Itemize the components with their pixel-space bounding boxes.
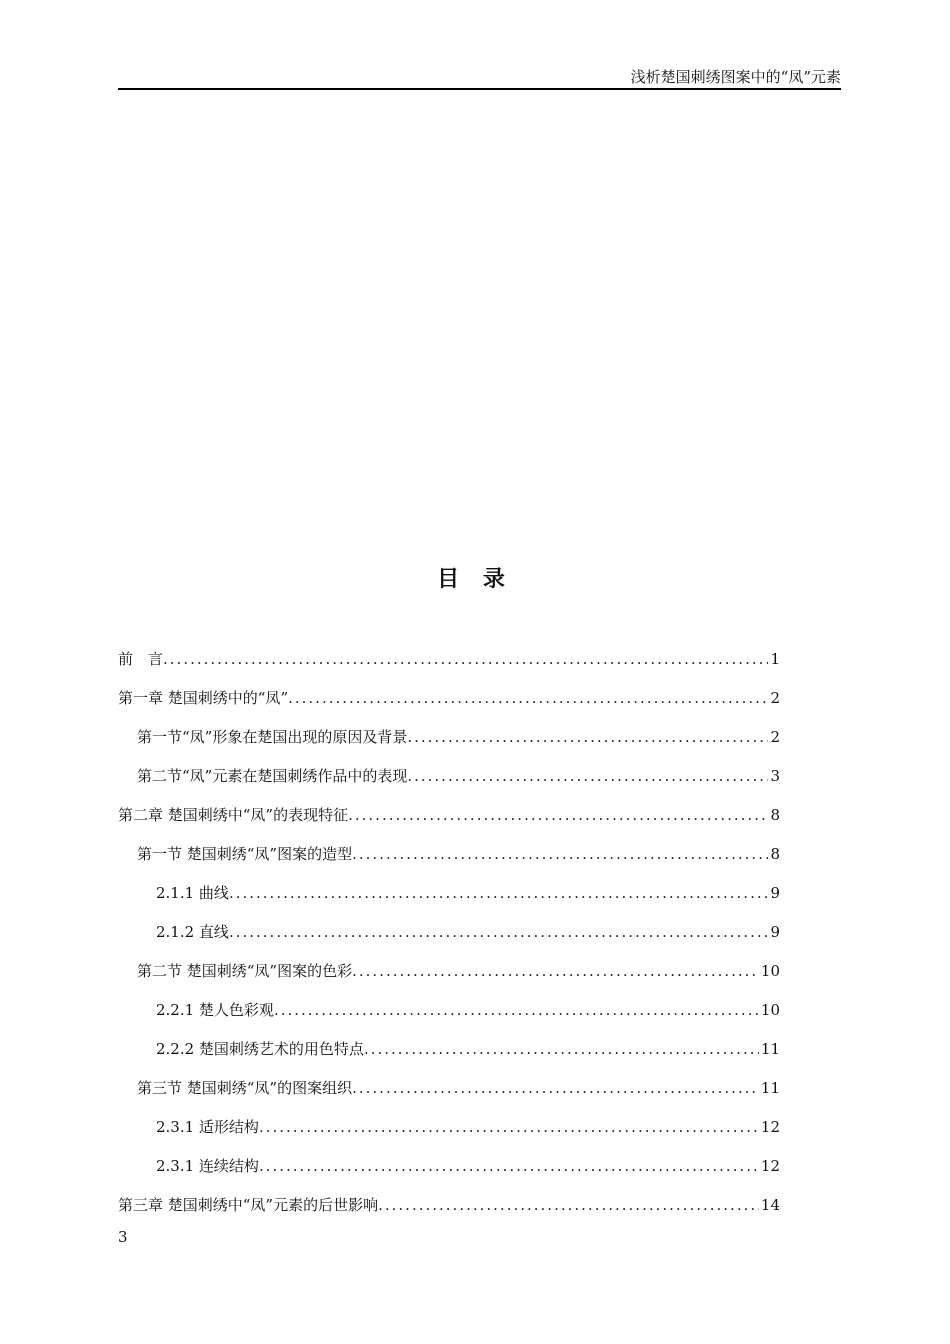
toc-entry[interactable]: [118, 645, 780, 684]
toc-entry-title: 第三章 楚国刺绣中“凤”元素的后世影响: [118, 1196, 379, 1214]
toc-entry[interactable]: [118, 996, 780, 1035]
toc-entry-title: 第一章 楚国刺绣中的“凤”: [118, 689, 289, 707]
toc-entry[interactable]: [118, 957, 780, 996]
toc-entry-title: 第二节“凤”元素在楚国刺绣作品中的表现: [137, 767, 408, 785]
toc-dot-leader: [348, 801, 768, 829]
toc-dot-leader: [259, 1152, 759, 1180]
toc-entry-page: 10: [760, 962, 780, 980]
toc-entry-page: 3: [770, 767, 780, 785]
toc-entry-title: 2.3.1 适形结构: [156, 1118, 259, 1136]
toc-entry-page: 8: [770, 845, 780, 863]
toc-entry[interactable]: [118, 840, 780, 879]
toc-entry-page: 14: [760, 1196, 780, 1214]
toc-dot-leader: [352, 840, 768, 868]
toc-dot-leader: [259, 1113, 759, 1141]
toc-dot-leader: [407, 762, 768, 790]
toc-entry-page: 11: [760, 1079, 780, 1097]
toc-entry-page: 11: [760, 1040, 780, 1058]
toc-entry-title: 前 言: [118, 650, 164, 668]
toc-entry[interactable]: [118, 918, 780, 957]
toc-entry-page: 10: [760, 1001, 780, 1019]
toc-entry-title: 2.2.2 楚国刺绣艺术的用色特点: [156, 1040, 364, 1058]
toc-entry-page: 9: [770, 884, 780, 902]
toc-entry-title: 2.1.1 曲线: [156, 884, 229, 902]
toc-entry[interactable]: [118, 1035, 780, 1074]
toc-entry-title: 2.1.2 直线: [156, 923, 229, 941]
toc-entry-title: 第一节 楚国刺绣“凤”图案的造型: [137, 845, 353, 863]
toc-entry[interactable]: [118, 1074, 780, 1113]
toc-dot-leader: [229, 918, 769, 946]
toc-heading: 目 录: [437, 567, 513, 592]
toc-dot-leader: [274, 996, 759, 1024]
toc-entry-title: 2.2.1 楚人色彩观: [156, 1001, 274, 1019]
toc-entry[interactable]: [118, 762, 780, 801]
toc-dot-leader: [352, 1074, 759, 1102]
toc-dot-leader: [352, 957, 759, 985]
toc-dot-leader: [407, 723, 768, 751]
toc-entry[interactable]: [118, 879, 780, 918]
toc-entry-page: 1: [770, 650, 780, 668]
toc-entry-title: 第二节 楚国刺绣“凤”图案的色彩: [137, 962, 353, 980]
toc-entry[interactable]: [118, 1113, 780, 1152]
toc-entry-page: 2: [770, 689, 780, 707]
toc-dot-leader: [288, 684, 768, 712]
toc-entry-page: 12: [760, 1157, 780, 1175]
toc-entry-page: 12: [760, 1118, 780, 1136]
toc-entry-title: 第一节“凤”形象在楚国出现的原因及背景: [137, 728, 408, 746]
table-of-contents: [118, 645, 780, 1230]
toc-entry[interactable]: [118, 1152, 780, 1191]
toc-entry-title: 第三节 楚国刺绣“凤”的图案组织: [137, 1079, 353, 1097]
toc-dot-leader: [378, 1191, 759, 1219]
toc-entry[interactable]: [118, 801, 780, 840]
running-header: [118, 66, 841, 90]
toc-dot-leader: [163, 645, 768, 673]
toc-entry[interactable]: [118, 723, 780, 762]
toc-entry-page: 2: [770, 728, 780, 746]
header-title: 浅析楚国刺绣图案中的“凤”元素: [630, 68, 841, 86]
toc-entry[interactable]: [118, 1191, 780, 1230]
toc-entry-page: 8: [770, 806, 780, 824]
toc-dot-leader: [229, 879, 769, 907]
toc-entry-title: 2.3.1 连续结构: [156, 1157, 259, 1175]
toc-entry-title: 第二章 楚国刺绣中“凤”的表现特征: [118, 806, 349, 824]
toc-entry-page: 9: [770, 923, 780, 941]
toc-entry[interactable]: [118, 684, 780, 723]
page-number: 3: [118, 1228, 128, 1246]
toc-dot-leader: [364, 1035, 759, 1063]
